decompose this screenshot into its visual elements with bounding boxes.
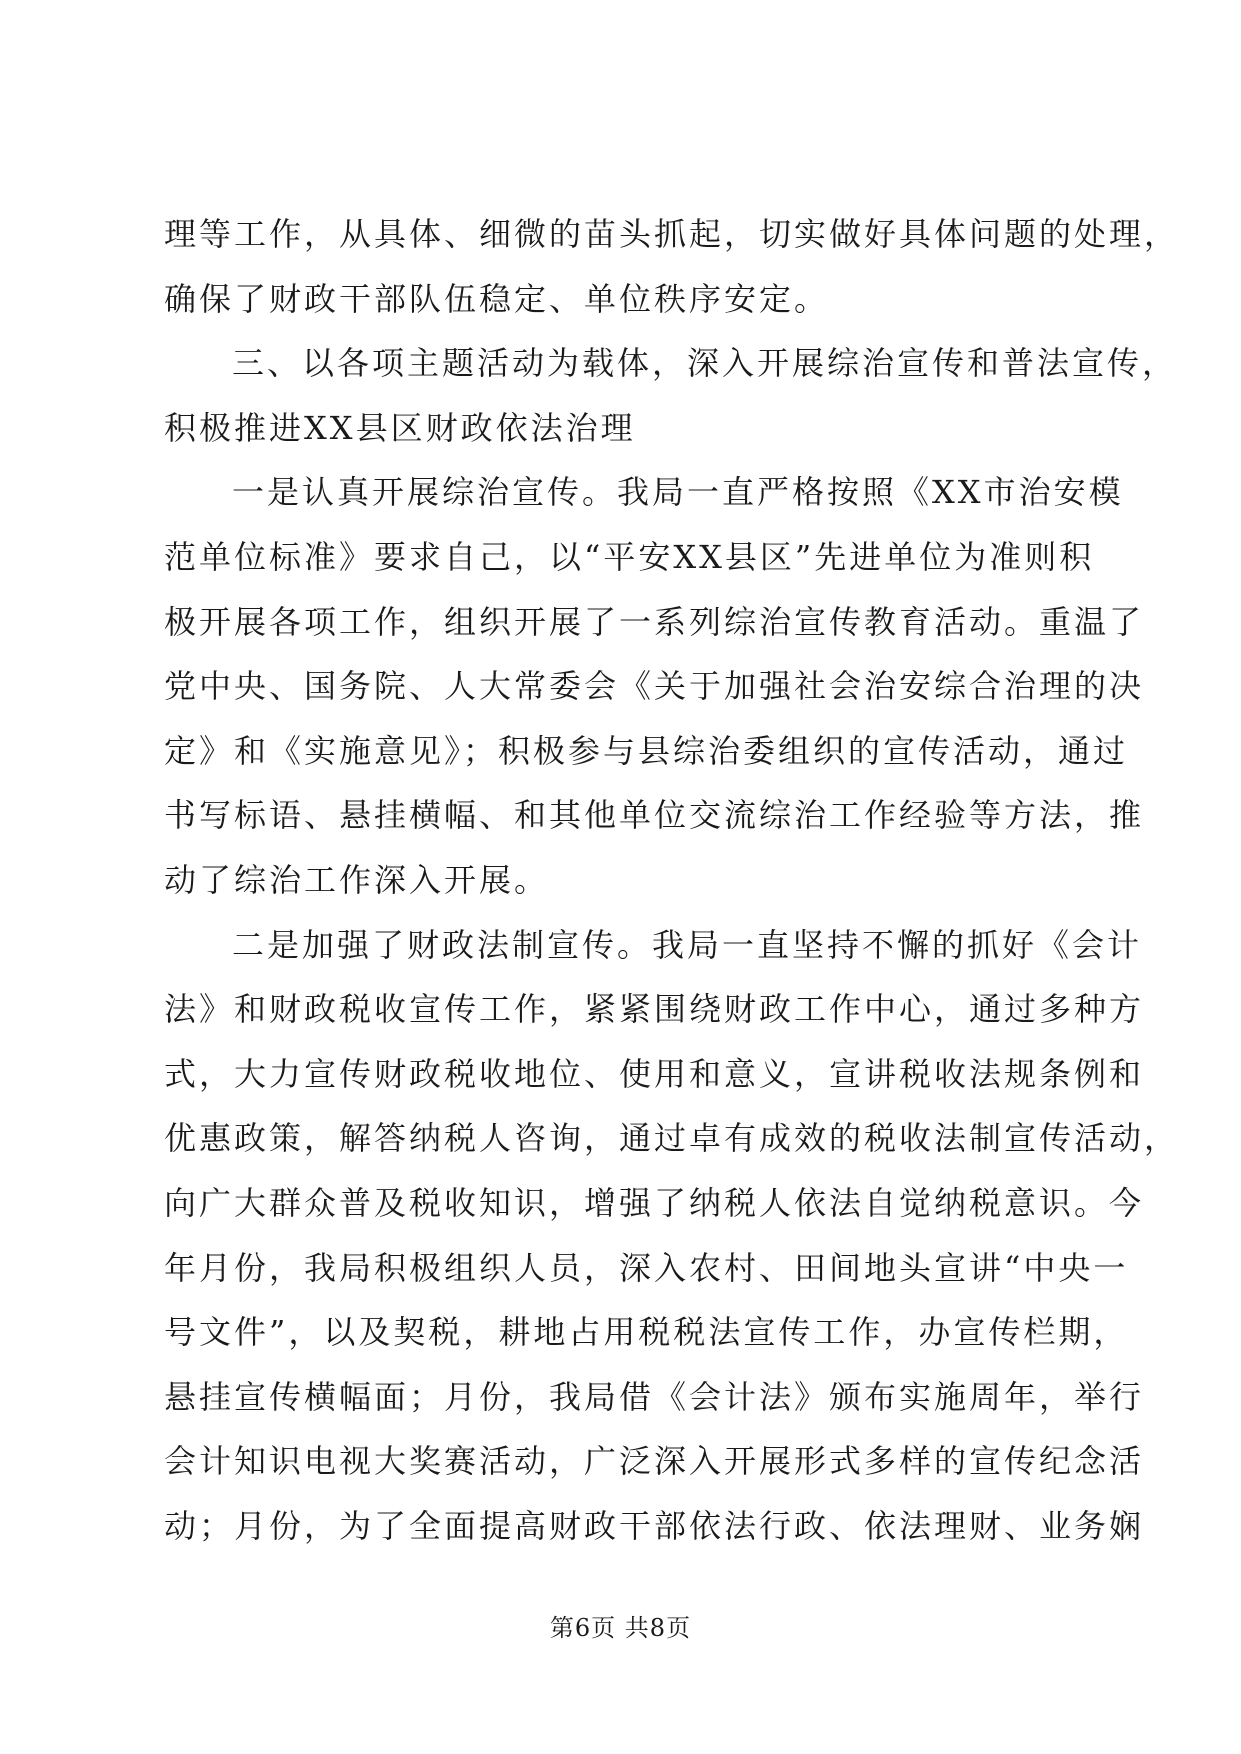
paragraph-2-heading [164,331,1178,460]
page-number-footer: 第6页 共8页 [549,1614,692,1642]
text-line: 动了综治工作深入开展。 [164,860,550,899]
text-line: 号文件”，以及契税，耕地占用税税法宣传工作，办宣传栏期， [164,1313,1129,1352]
text-line: 极开展各项工作，组织开展了一系列综治宣传教育活动。重温了 [164,602,1145,641]
text-line: 法》和财政税收宣传工作，紧紧围绕财政工作中心，通过多种方 [164,990,1145,1029]
text-line: 式，大力宣传财政税收地位、使用和意义，宣讲税收法规条例和 [164,1054,1145,1093]
text-line: 悬挂宣传横幅面；月份，我局借《会计法》颁布实施周年，举行 [164,1377,1145,1416]
text-line: 范单位标准》要求自己，以“平安XX县区”先进单位为准则积 [164,537,1095,576]
text-line: 会计知识电视大奖赛活动，广泛深入开展形式多样的宣传纪念活 [164,1442,1145,1481]
text-line: 动；月份，为了全面提高财政干部依法行政、依法理财、业务娴 [164,1506,1145,1545]
paragraph-3 [164,460,1145,912]
paragraph-1 [164,202,1180,331]
text-line: 优惠政策，解答纳税人咨询，通过卓有成效的税收法制宣传活动， [164,1119,1180,1158]
text-line: 理等工作，从具体、细微的苗头抓起，切实做好具体问题的处理， [164,215,1180,253]
paragraph-4 [164,913,1180,1559]
text-line: 年月份，我局积极组织人员，深入农村、田间地头宣讲“中央一 [164,1248,1129,1287]
text-line: 向广大群众普及税收知识，增强了纳税人依法自觉纳税意识。今 [164,1183,1145,1222]
text-line: 一是认真开展综治宣传。我局一直严格按照《XX市治安模 [232,473,1124,512]
text-line: 定》和《实施意见》；积极参与县综治委组织的宣传活动，通过 [164,731,1129,770]
text-line: 党中央、国务院、人大常委会《关于加强社会治安综合治理的决 [164,667,1145,706]
text-line: 三、以各项主题活动为载体，深入开展综治宣传和普法宣传， [232,344,1178,383]
text-line: 书写标语、悬挂横幅、和其他单位交流综治工作经验等方法，推 [164,796,1145,835]
text-line: 确保了财政干部队伍稳定、单位秩序安定。 [164,279,830,318]
text-line: 二是加强了财政法制宣传。我局一直坚持不懈的抓好《会计 [232,925,1143,964]
text-line: 积极推进XX县区财政依法治理 [164,408,636,447]
document-body [164,202,1180,1558]
